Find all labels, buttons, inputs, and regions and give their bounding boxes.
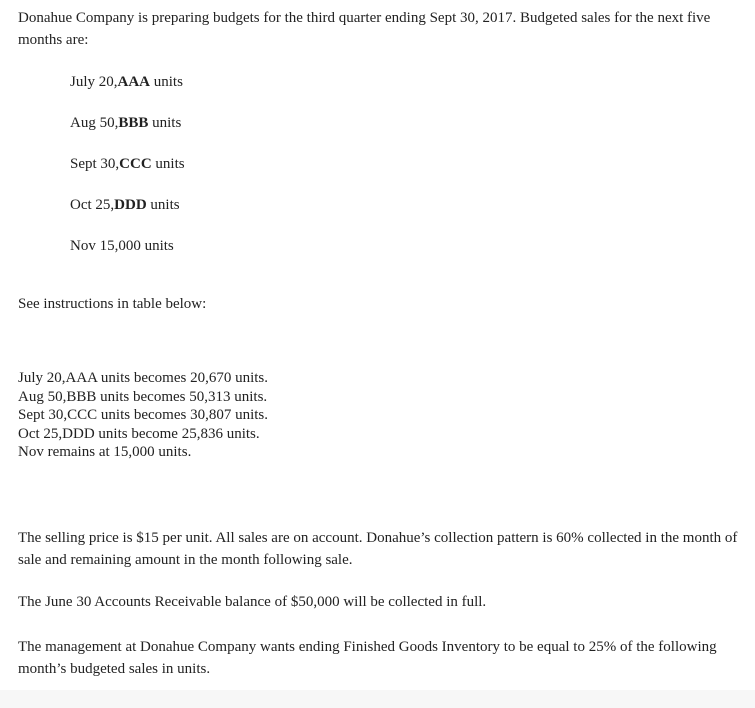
- month-name: July: [70, 74, 96, 90]
- receivable-paragraph: The June 30 Accounts Receivable balance of $50,000 will be collected in full.: [18, 594, 487, 610]
- units-prefix: 20,: [98, 74, 118, 90]
- units-suffix: units: [151, 156, 185, 172]
- inventory-paragraph: The management at Donahue Company wants ending Finished Goods Inventory to be equal to 25% of the following month’s budgeted sales in units.: [18, 639, 717, 677]
- change-line-july: July 20,AAA units becomes 20,670 units.: [18, 370, 268, 386]
- units-prefix: 30,: [100, 156, 120, 172]
- change-line-nov: Nov remains at 15,000 units.: [18, 444, 192, 460]
- units-placeholder: BBB: [118, 115, 149, 131]
- units-placeholder: DDD: [114, 197, 147, 213]
- units-suffix: units: [150, 74, 183, 90]
- change-line-sept: Sept 30,CCC units becomes 30,807 units.: [18, 407, 269, 423]
- units-suffix: units: [146, 197, 180, 213]
- units-prefix: 50,: [99, 115, 119, 131]
- units-suffix: units: [140, 238, 174, 254]
- changes-list: [18, 369, 268, 462]
- month-name: Sept: [70, 156, 97, 172]
- instructions-line: See instructions in table below:: [18, 296, 207, 312]
- change-line-aug: Aug 50,BBB units becomes 50,313 units.: [18, 388, 268, 405]
- units-placeholder: AAA: [117, 74, 151, 90]
- units-prefix: 25,: [95, 197, 115, 213]
- sales-line-aug: [70, 113, 181, 133]
- intro-paragraph: Donahue Company is preparing budgets for the third quarter ending Sept 30, 2017. Budgeted sales for the next five months are:: [18, 10, 711, 48]
- units-placeholder: CCC: [119, 156, 152, 172]
- month-name: Nov: [70, 238, 96, 254]
- sales-line-nov: [70, 236, 174, 256]
- sales-line-sept: [70, 154, 185, 174]
- month-name: Aug: [70, 115, 96, 131]
- change-line-oct: Oct 25,DDD units become 25,836 units.: [18, 425, 260, 442]
- units-prefix: 15,000: [99, 238, 141, 254]
- units-suffix: units: [148, 115, 182, 131]
- sales-line-oct: [70, 195, 180, 215]
- selling-price-paragraph: The selling price is $15 per unit. All sales are on account. Donahue’s collection pattern is 60% collected in the month of sale and remaining amount in the month following sale.: [18, 530, 738, 568]
- month-name: Oct: [70, 197, 92, 213]
- sales-line-july: [70, 72, 183, 92]
